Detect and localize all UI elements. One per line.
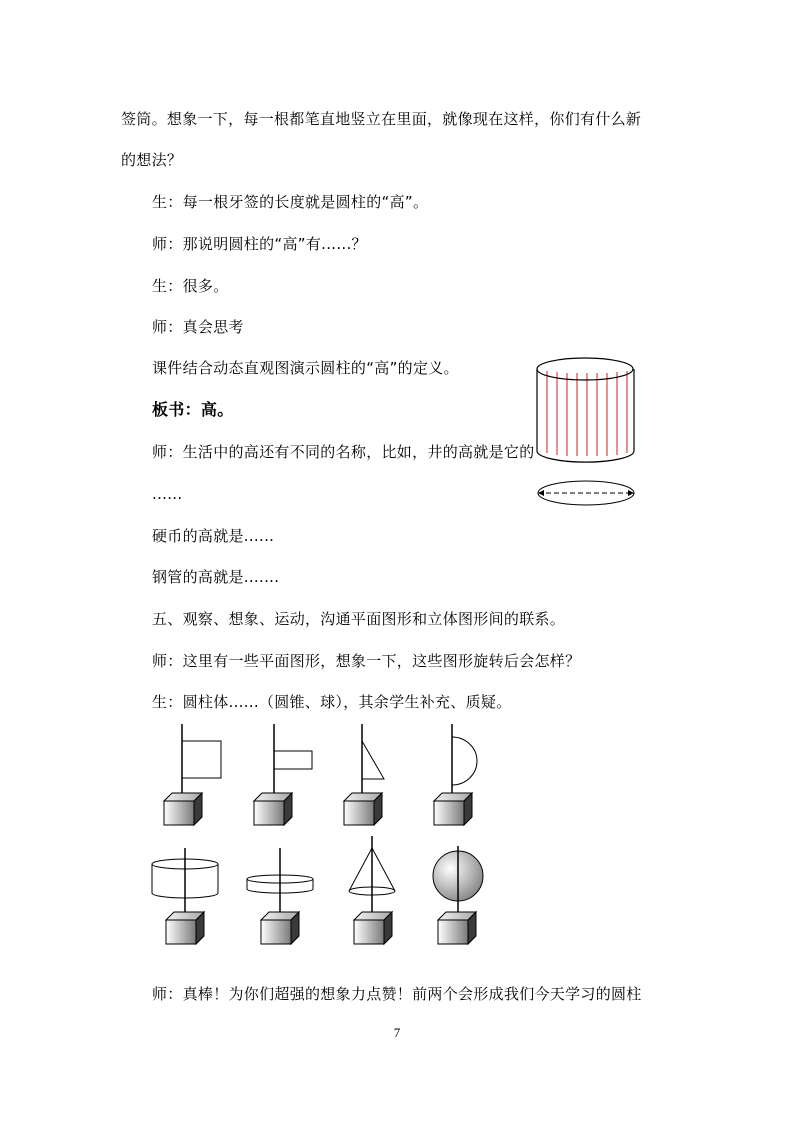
line-8: 师：生活中的高还有不同的名称，比如，井的高就是它的 xyxy=(152,443,535,461)
cylinder-height-diagram xyxy=(537,358,634,462)
line-6: 课件结合动态直观图演示圆柱的“高”的定义。 xyxy=(152,359,459,377)
line-3: 师：那说明圆柱的“高”有......？ xyxy=(152,235,367,253)
flat-square-on-axis xyxy=(164,724,221,825)
line-11: 钢管的高就是....... xyxy=(152,568,280,586)
line-7-board: 板书：高。 xyxy=(152,400,234,419)
line-1: 的想法？ xyxy=(121,151,183,169)
line-10: 硬币的高就是...... xyxy=(152,527,275,545)
line-4: 生：很多。 xyxy=(152,277,229,295)
solid-cone-on-axis xyxy=(349,836,395,944)
flat-triangle-on-axis xyxy=(344,724,384,825)
solid-sphere-on-axis xyxy=(433,846,483,944)
line-15: 师：真棒！为你们超强的想象力点赞！前两个会形成我们今天学习的圆柱 xyxy=(152,985,642,1003)
line-2: 生：每一根牙签的长度就是圆柱的“高”。 xyxy=(152,193,429,211)
solid-disk-on-axis xyxy=(247,848,313,944)
line-0: 签筒。想象一下，每一根都笔直地竖立在里面，就像现在这样，你们有什么新 xyxy=(121,110,642,128)
flat-semicircle-on-axis xyxy=(434,724,477,825)
line-12: 五、观察、想象、运动，沟通平面图形和立体图形间的联系。 xyxy=(152,610,566,628)
page-number: 7 xyxy=(393,1025,401,1040)
line-9: ...... xyxy=(152,485,183,503)
solid-cylinder-on-axis xyxy=(152,848,218,944)
line-13: 师：这里有一些平面图形，想象一下，这些图形旋转后会怎样？ xyxy=(152,652,581,670)
base-ellipse-diagram xyxy=(538,481,634,505)
line-5: 师：真会思考 xyxy=(152,318,244,336)
flat-rectangle-on-axis xyxy=(254,724,312,825)
line-14: 生：圆柱体......（圆锥、球），其余学生补充、质疑。 xyxy=(152,693,512,711)
